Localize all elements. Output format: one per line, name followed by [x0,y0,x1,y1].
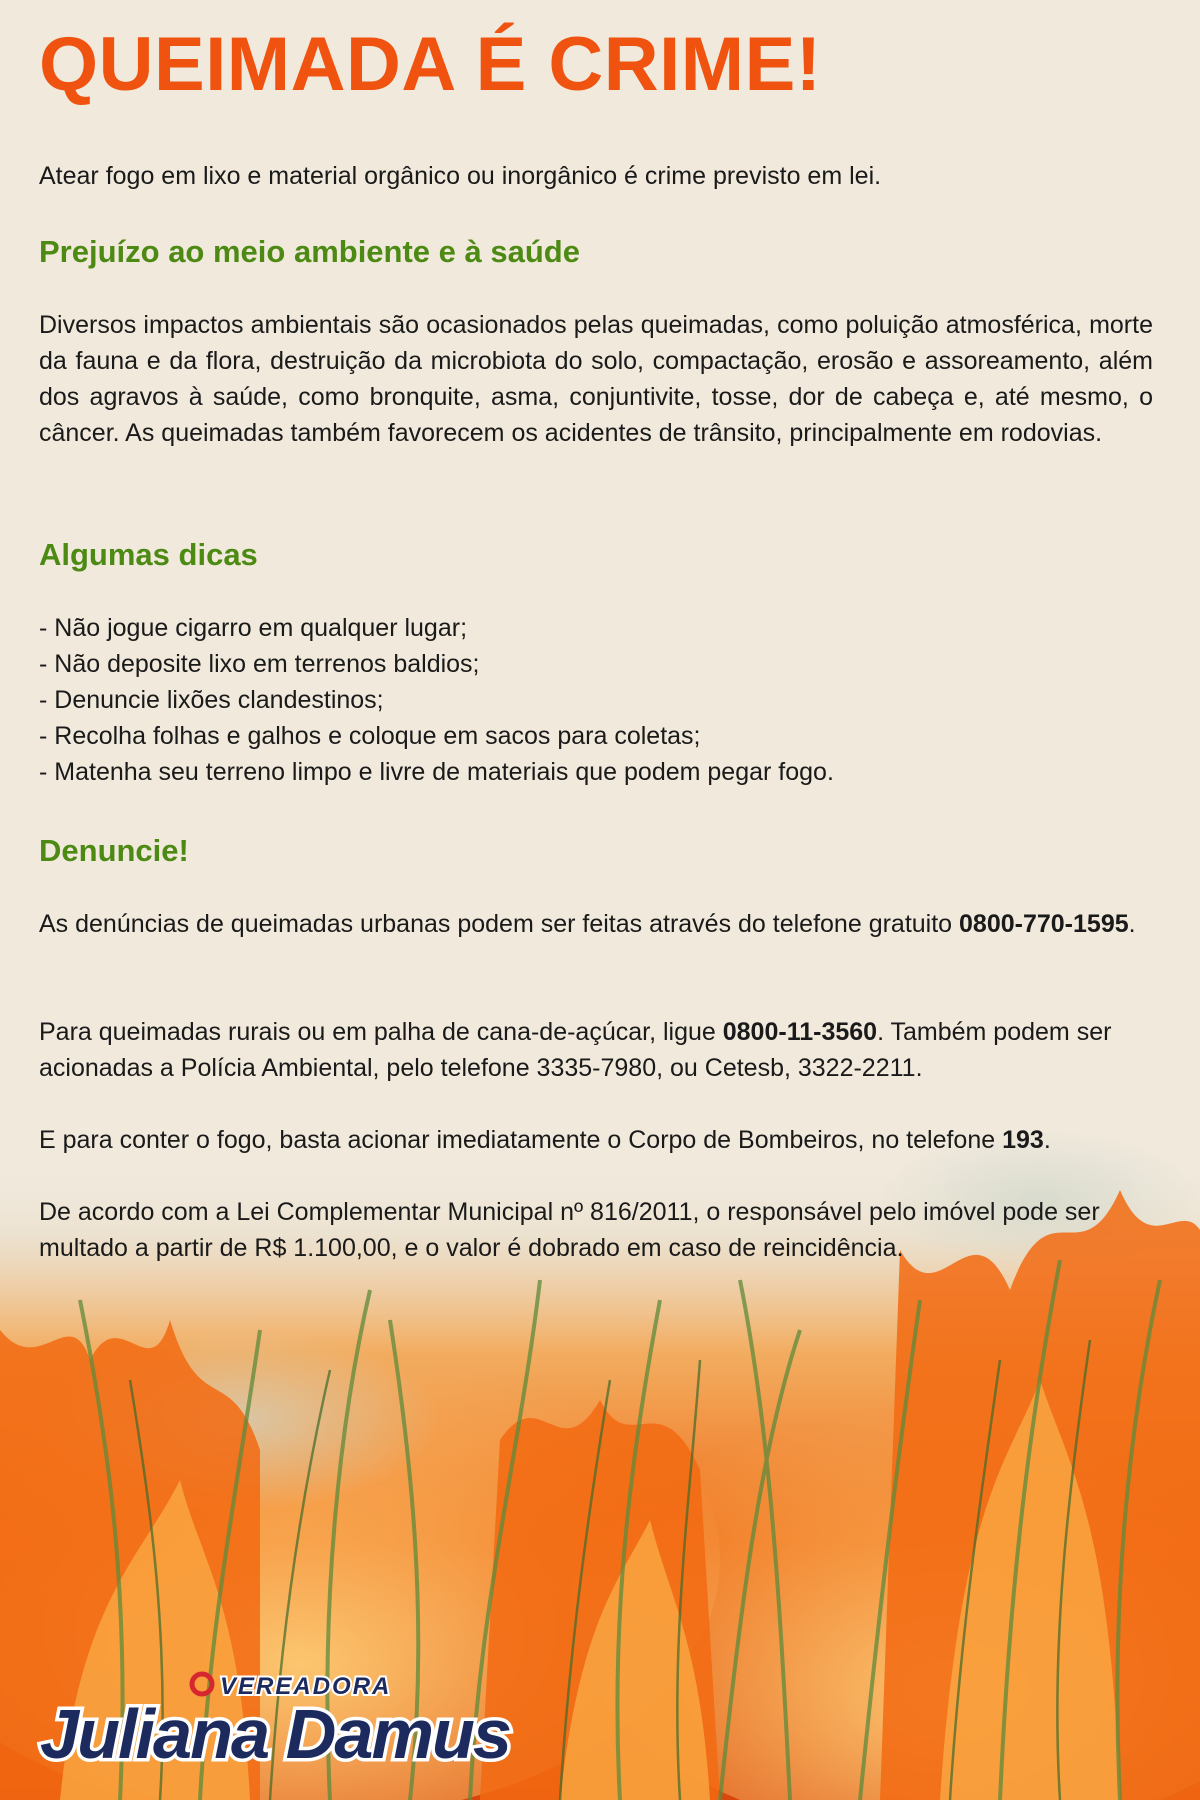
tips-list [39,610,834,790]
list-item: - Não deposite lixo em terrenos baldios; [39,650,480,678]
urban-phone-number: 0800-770-1595 [959,910,1129,938]
list-item: - Denuncie lixões clandestinos; [39,686,384,714]
law-text: De acordo com a Lei Complementar Municipal nº 816/2011, o responsável pelo imóvel pode ser multado a partir de R$ 1.100,00, e o valor é dobrado em caso de reincidência. [39,1198,1100,1262]
logo-small-text: VEREADORA [220,1673,392,1700]
list-item: - Recolha folhas e galhos e coloque em sacos para coletas; [39,722,701,750]
urban-report-label: As denúncias de queimadas urbanas podem ser feitas através do telefone gratuito [39,910,953,938]
intro-text: Atear fogo em lixo e material orgânico ou inorgânico é crime previsto em lei. [39,162,882,190]
page-title: QUEIMADA É CRIME! [39,22,822,107]
urban-report-end: . [1128,910,1136,938]
fire-department-label: E para conter o fogo, basta acionar imediatamente o Corpo de Bombeiros, no telefone [39,1126,996,1154]
list-item: - Não jogue cigarro em qualquer lugar; [39,614,468,642]
section-heading-tips: Algumas dicas [39,537,258,572]
section-heading-impact: Prejuízo ao meio ambiente e à saúde [39,234,580,269]
fire-department-number: 193 [1002,1126,1044,1154]
logo-name-text: Juliana Damus [40,1695,511,1773]
rural-report-rest: . Também podem ser acionadas a Polícia Ambiental, pelo telefone 3335-7980, ou Cetesb, 3322-2211. [39,1018,1112,1082]
logo [34,1660,524,1780]
urban-report-text [39,906,1153,942]
section-heading-report: Denuncie! [39,833,189,868]
fire-department-end: . [1043,1126,1051,1154]
logo-swirl-icon [192,1674,212,1694]
rural-report-label: Para queimadas rurais ou em palha de cana-de-açúcar, ligue [39,1018,716,1046]
fire-department-text [39,1122,1153,1158]
impact-text: Diversos impactos ambientais são ocasionados pelas queimadas, como poluição atmosférica, morte da fauna e da flora, destruição da microbiota do solo, compactação, erosão e assoreamento, além dos agravos à saúde, como bronquite, asma, conjuntivite, tosse, dor de cabeça e, até mesmo, o câncer. As queimadas também favorecem os acidentes de trânsito, principalmente em rodovias. [39,311,1153,447]
rural-report-text [39,1014,1153,1086]
rural-phone-number: 0800-11-3560 [722,1018,878,1046]
list-item: - Matenha seu terreno limpo e livre de materiais que podem pegar fogo. [39,758,834,786]
